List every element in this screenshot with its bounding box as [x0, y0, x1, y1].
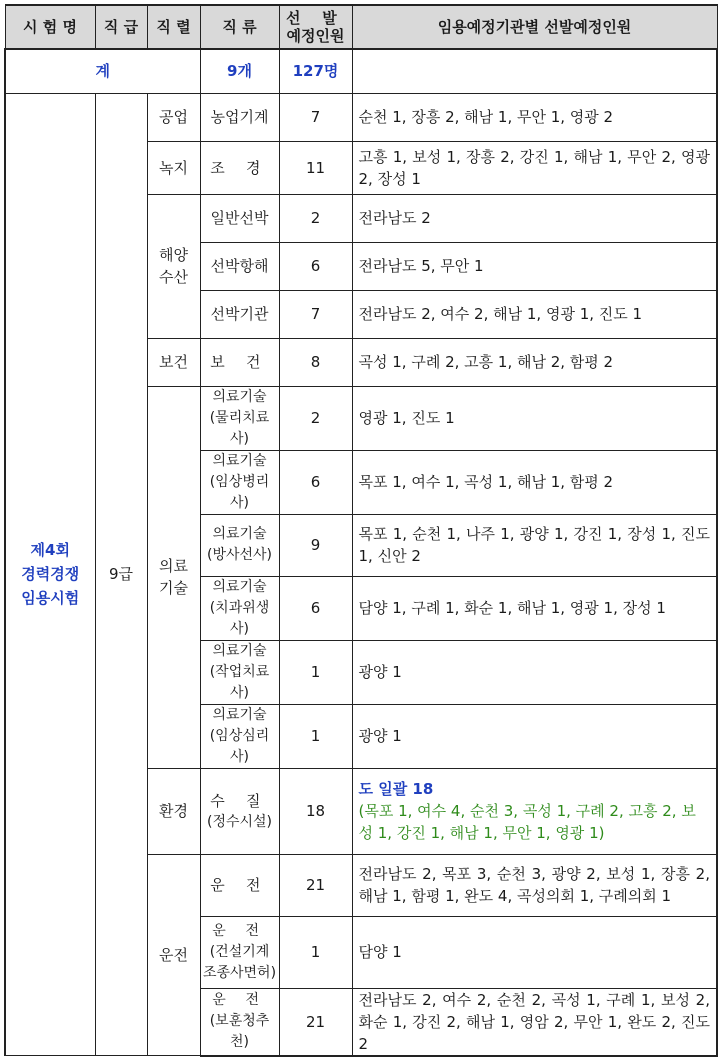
header-grade: 직 급: [95, 5, 147, 49]
category-cell: [200, 988, 279, 1056]
agencies-cell: 담양 1: [352, 916, 717, 988]
count-cell: 18: [279, 768, 352, 854]
count-cell: 1: [279, 704, 352, 768]
category-line3: 조종사면허): [202, 964, 277, 981]
agencies-detail: (목포 1, 여수 4, 순천 3, 곡성 1, 구례 2, 고흥 2, 보성 1, 강진 1, 해남 1, 무안 1, 영광 1): [358, 802, 696, 842]
category-cell: [200, 640, 279, 704]
count-cell: 21: [279, 988, 352, 1056]
category-line1: 의료기술: [212, 706, 267, 723]
series-line2: 기술: [159, 579, 188, 597]
series-cell: 보건: [147, 338, 200, 386]
series-cell: [147, 386, 200, 768]
agencies-cell: 목포 1, 여수 1, 곡성 1, 해남 1, 함평 2: [352, 450, 717, 514]
category-cell: [200, 916, 279, 988]
series-cell: 운전: [147, 854, 200, 1056]
total-count: 127명: [279, 49, 352, 93]
agencies-bulk: 도 일괄 18: [358, 780, 434, 798]
series-line1: 해양: [159, 246, 188, 264]
total-categories: 9개: [200, 49, 279, 93]
header-category: 직 류: [200, 5, 279, 49]
category-text: 보 건: [210, 353, 269, 371]
category-cell: [200, 450, 279, 514]
total-row: [5, 49, 717, 93]
category-line2: (정수시설): [206, 813, 273, 830]
agencies-cell: 전라남도 5, 무안 1: [352, 242, 717, 290]
category-line2: (작업치료사): [209, 663, 270, 701]
category-line1: 수 질: [210, 791, 269, 810]
count-cell: 1: [279, 640, 352, 704]
count-cell: 7: [279, 93, 352, 141]
total-agencies: [352, 49, 717, 93]
category-line1: 운 전: [212, 922, 267, 939]
header-exam: 시 험 명: [5, 5, 95, 49]
agencies-cell: 순천 1, 장흥 2, 해남 1, 무안 1, 영광 2: [352, 93, 717, 141]
category-cell: [200, 141, 279, 194]
series-line2: 수산: [159, 268, 188, 286]
header-count-line1: 선 발: [286, 9, 345, 27]
category-line1: 의료기술: [212, 452, 267, 469]
exam-name-line1: 제4회: [30, 541, 70, 560]
category-line2: (보훈청추천): [209, 1013, 270, 1050]
category-cell: [200, 768, 279, 854]
grade-cell: 9급: [95, 93, 147, 1056]
series-cell: [147, 194, 200, 338]
series-cell: 공업: [147, 93, 200, 141]
category-text: 운 전: [210, 876, 269, 894]
category-cell: [200, 704, 279, 768]
recruitment-table: [4, 4, 718, 1057]
agencies-cell: 영광 1, 진도 1: [352, 386, 717, 450]
count-cell: 7: [279, 290, 352, 338]
series-cell: 환경: [147, 768, 200, 854]
agencies-cell: 담양 1, 구례 1, 화순 1, 해남 1, 영광 1, 장성 1: [352, 576, 717, 640]
category-line2: (치과위생사): [209, 599, 270, 637]
series-cell: 녹지: [147, 141, 200, 194]
total-label: 계: [5, 49, 200, 93]
category-cell: 선박기관: [200, 290, 279, 338]
header-count: [279, 5, 352, 49]
agencies-cell: 전라남도 2, 여수 2, 해남 1, 영광 1, 진도 1: [352, 290, 717, 338]
header-count-line2: 예정인원: [286, 27, 345, 45]
series-line1: 의료: [159, 557, 188, 575]
category-line2: (방사선사): [206, 547, 273, 563]
category-line1: 의료기술: [212, 642, 267, 659]
category-line2: (건설기계: [209, 943, 270, 960]
category-line2: (임상병리사): [209, 473, 270, 511]
category-cell: 선박항해: [200, 242, 279, 290]
category-cell: 농업기계: [200, 93, 279, 141]
count-cell: 8: [279, 338, 352, 386]
count-cell: 6: [279, 450, 352, 514]
category-cell: [200, 338, 279, 386]
category-cell: [200, 514, 279, 576]
header-agencies: 임용예정기관별 선발예정인원: [352, 5, 717, 49]
count-cell: 9: [279, 514, 352, 576]
category-line1: 의료기술: [212, 526, 267, 542]
category-cell: 일반선박: [200, 194, 279, 242]
header-series: 직 렬: [147, 5, 200, 49]
category-line2: (물리치료사): [209, 409, 270, 447]
category-line1: 의료기술: [212, 388, 267, 405]
agencies-cell: 광양 1: [352, 640, 717, 704]
agencies-cell: 전라남도 2, 목포 3, 순천 3, 광양 2, 보성 1, 장흥 2, 해남 1, 함평 1, 완도 4, 곡성의회 1, 구례의회 1: [352, 854, 717, 916]
count-cell: 21: [279, 854, 352, 916]
header-row: [5, 5, 717, 49]
table-row: [5, 93, 717, 141]
agencies-cell: 목포 1, 순천 1, 나주 1, 광양 1, 강진 1, 장성 1, 진도 1, 신안 2: [352, 514, 717, 576]
category-line2: (임상심리사): [209, 727, 270, 765]
category-line1: 의료기술: [212, 578, 267, 595]
count-cell: 6: [279, 242, 352, 290]
count-cell: 11: [279, 141, 352, 194]
count-cell: 2: [279, 386, 352, 450]
category-cell: [200, 854, 279, 916]
category-text: 조 경: [210, 158, 269, 177]
category-cell: [200, 386, 279, 450]
category-line1: 운 전: [212, 992, 267, 1008]
agencies-cell: 고흥 1, 보성 1, 장흥 2, 강진 1, 해남 1, 무안 2, 영광 2, 장성 1: [352, 141, 717, 194]
count-cell: 6: [279, 576, 352, 640]
agencies-cell: 곡성 1, 구례 2, 고흥 1, 해남 2, 함평 2: [352, 338, 717, 386]
agencies-cell: 광양 1: [352, 704, 717, 768]
agencies-cell: [352, 768, 717, 854]
count-cell: 2: [279, 194, 352, 242]
agencies-cell: 전라남도 2, 여수 2, 순천 2, 곡성 1, 구례 1, 보성 2, 화순 1, 강진 2, 해남 1, 영암 2, 무안 1, 완도 2, 진도 2: [352, 988, 717, 1056]
exam-name: [5, 93, 95, 1056]
category-cell: [200, 576, 279, 640]
exam-name-line2: 경력경쟁: [21, 565, 80, 584]
count-cell: 1: [279, 916, 352, 988]
agencies-cell: 전라남도 2: [352, 194, 717, 242]
exam-name-line3: 임용시험: [21, 589, 80, 608]
